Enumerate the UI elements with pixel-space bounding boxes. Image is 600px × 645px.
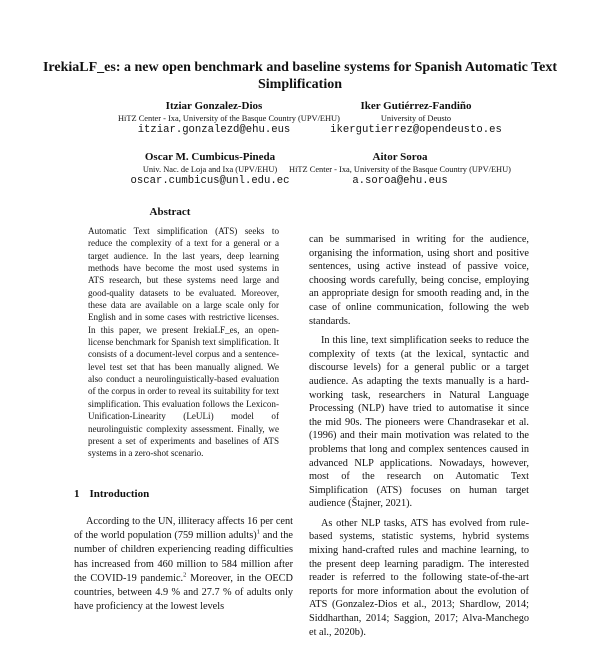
author-affiliation: HiTZ Center - Ixa, University of the Basque Country (UPV/EHU): [118, 114, 340, 123]
abstract-text: Automatic Text simplification (ATS) seeks to reduce the complexity of a text for a general or a target audience. In the last years, deep learning methods have become the most used systems in ATS research, but these systems need large and good-quality datasets to be evaluated. Moreover, these data are available on a large scale only for English and in some cases with restrictive licenses. In this paper, we present IrekiaLF_es, an open-license benchmark for Spanish text simplification. It consists of a document-level corpus and a sentence-level test set that has been manually aligned. We also conduct a neurolinguistically-based evaluation of the corpus in order to reveal its suitability for text simplification. This evaluation follows the Lexicon-Unification-Linearity (LeULi) model of neurolinguistic complexity assessment. Finally, we present a set of experiments and baselines of ATS systems in a zero-shot scenario.: [88, 226, 279, 459]
section-heading-introduction: [74, 488, 159, 500]
paragraph: can be summarised in writing for the audience, organising the information, using short and positive sentences, using active instead of passive voice, choosing words carefully, being concise, employing an appropriate design for smooth reading and, in the case of online communication, following the web standards.: [309, 234, 529, 327]
section-number: 1: [74, 488, 80, 500]
paper-title: IrekiaLF_es: a new open benchmark and baseline systems for Spanish Automatic Text Simplification: [42, 60, 558, 92]
author-email: itziar.gonzalezd@ehu.eus: [137, 124, 291, 136]
paragraph-text: According to the UN, illiteracy affects 16 per cent of the world population (759 million adults): [74, 516, 293, 542]
footnote-marker: 2: [183, 571, 187, 579]
author-name: Itziar Gonzalez-Dios: [165, 100, 263, 112]
footnote-marker: 1: [256, 528, 260, 536]
author-block-1: [118, 100, 340, 137]
author-name: Aitor Soroa: [372, 151, 428, 163]
author-email: a.soroa@ehu.eus: [352, 175, 448, 187]
author-name: Iker Gutiérrez-Fandiño: [360, 100, 472, 112]
author-block-2: [300, 100, 532, 137]
paragraph: As other NLP tasks, ATS has evolved from rule-based systems, statistic systems, hybrid systems mixing hand-crafted rules and machine learning, to the present deep learning paradigm. The interested reader is referred to the following state-of-the-art reports for more information about the evolution of ATS (Gonzalez-Dios et al., 2013; Shardlow, 2014; Siddharthan, 2014; Saggion, 2017; Alva-Manchego et al., 2020b).: [309, 517, 529, 638]
abstract-heading: Abstract: [149, 206, 191, 218]
author-affiliation: HiTZ Center - Ixa, University of the Basque Country (UPV/EHU): [289, 165, 511, 174]
author-name: Oscar M. Cumbicus-Pineda: [144, 151, 276, 163]
section-title: Introduction: [89, 488, 150, 500]
paragraph-text: Moreover, in the OECD countries, between 4.9 % and 27.7 % of adults only have proficiency at the lowest levels: [74, 572, 293, 613]
author-affiliation: University of Deusto: [380, 114, 452, 123]
paragraph: In this line, text simplification seeks to reduce the complexity of texts (at the lexical, syntactic and discourse levels) for a general public or a target audience. As adapting the texts manually is a hard-working task, researchers in Natural Language Processing (NLP) have tried to automatise it since the mid 90s. The pioneers were Chandrasekar et al. (1996) and their main motivation was related to the problems that long and complex sentences caused in advanced NLP applications. Nowadays, however, most of the research on Automatic Text Simplification (ATS) focuses on human target audience (Štajner, 2021).: [309, 335, 529, 510]
introduction-right-column: [309, 233, 529, 645]
author-email: ikergutierrez@opendeusto.es: [330, 124, 502, 136]
author-block-4: [286, 151, 514, 188]
author-affiliation: Univ. Nac. de Loja and Ixa (UPV/EHU): [142, 165, 278, 174]
paragraph-text: and the number of children experiencing reading difficulties has increased from 460 million to 584 million after the COVID-19 pandemic.: [74, 530, 293, 584]
author-email: oscar.cumbicus@unl.edu.ec: [130, 175, 290, 187]
